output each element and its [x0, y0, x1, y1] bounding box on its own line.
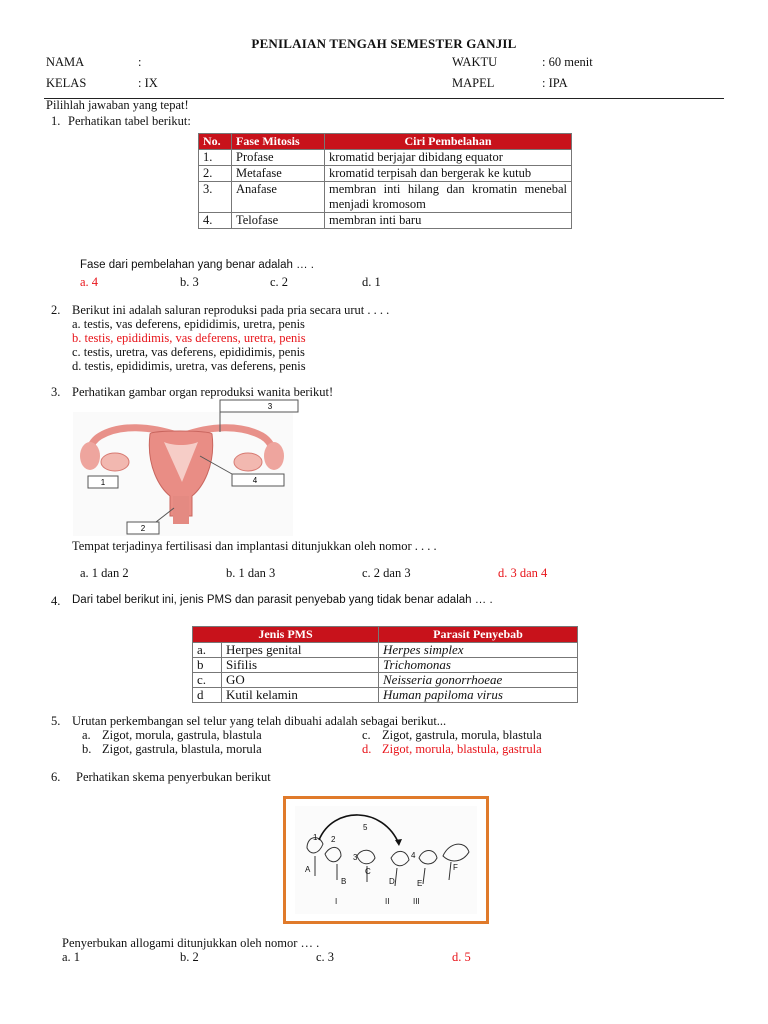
q1-option-a[interactable]: a. 4: [80, 275, 99, 289]
table-cell: Herpes genital: [222, 643, 379, 658]
diagram-label-c: C: [365, 867, 371, 876]
q6-question: Penyerbukan allogami ditunjukkan oleh nomor … .: [62, 936, 320, 950]
table-cell: kromatid terpisah dan bergerak ke kutub: [325, 166, 572, 182]
q1-option-b[interactable]: b. 3: [180, 275, 199, 289]
q3-text: Perhatikan gambar organ reproduksi wanita berikut!: [72, 385, 334, 399]
table-cell: membran inti hilang dan kromatin menebal menjadi kromosom: [325, 182, 572, 213]
table-cell: 2.: [199, 166, 232, 182]
q4-text: Dari tabel berikut ini, jenis PMS dan parasit penyebab yang tidak benar adalah … .: [72, 594, 493, 606]
q2-option-d[interactable]: d. testis, epididimis, uretra, vas deferens, penis: [72, 359, 306, 373]
q1-text: Perhatikan tabel berikut:: [68, 114, 191, 128]
q2-number: 2.: [51, 303, 61, 317]
table-cell: Telofase: [232, 213, 325, 229]
diagram-label-d: D: [389, 877, 395, 886]
table-header-row: [193, 627, 578, 643]
table-cell: Neisseria gonorrhoeae: [379, 673, 578, 688]
table-row: [199, 150, 572, 166]
table-header: Fase Mitosis: [232, 134, 325, 150]
table-header: Parasit Penyebab: [379, 627, 578, 643]
q1-option-d[interactable]: d. 1: [362, 275, 381, 289]
table-cell: Herpes simplex: [379, 643, 578, 658]
q3-number: 3.: [51, 385, 61, 399]
q6-option-d[interactable]: d. 5: [452, 950, 471, 964]
diagram-label-iii: III: [413, 897, 420, 906]
table-row: [199, 182, 572, 213]
q5-option-c-letter[interactable]: c.: [362, 728, 371, 742]
diagram-label-a: A: [305, 865, 311, 874]
diagram-label-i: I: [335, 897, 338, 906]
q3-option-a[interactable]: a. 1 dan 2: [80, 566, 129, 580]
q3-option-d[interactable]: d. 3 dan 4: [498, 566, 548, 580]
q5-option-a-letter[interactable]: a.: [82, 728, 91, 742]
q6-option-a[interactable]: a. 1: [62, 950, 81, 964]
table-cell: 1.: [199, 150, 232, 166]
table-cell: GO: [222, 673, 379, 688]
uterus-diagram: [70, 396, 302, 538]
q5-option-b-letter[interactable]: b.: [82, 742, 92, 756]
table-cell: a.: [193, 643, 222, 658]
diagram-label-3: 3: [353, 853, 358, 862]
table-cell: Sifilis: [222, 658, 379, 673]
waktu-value: : 60 menit: [542, 55, 593, 69]
q2-option-c[interactable]: c. testis, uretra, vas deferens, epididimis, penis: [72, 345, 305, 359]
q5-option-d-letter[interactable]: d.: [362, 742, 372, 756]
table-header: Jenis PMS: [193, 627, 379, 643]
diagram-label-2: 2: [331, 835, 336, 844]
diagram-label-f: F: [453, 863, 458, 872]
page-title: PENILAIAN TENGAH SEMESTER GANJIL: [251, 36, 517, 51]
table-cell: 4.: [199, 213, 232, 229]
q2-option-b[interactable]: b. testis, epididimis, vas deferens, uretra, penis: [72, 331, 306, 345]
q5-option-c[interactable]: Zigot, gastrula, morula, blastula: [382, 728, 542, 742]
table-row: [199, 166, 572, 182]
pollination-diagram: [283, 796, 489, 924]
q5-text: Urutan perkembangan sel telur yang telah dibuahi adalah sebagai berikut...: [72, 714, 447, 728]
diagram-label-1: 1: [100, 478, 106, 487]
mapel-value: : IPA: [542, 76, 568, 90]
nama-label: NAMA: [46, 55, 85, 69]
q5-number: 5.: [51, 714, 61, 728]
q1-option-c[interactable]: c. 2: [270, 275, 289, 289]
q4-number: 4.: [51, 594, 61, 608]
q3-option-c[interactable]: c. 2 dan 3: [362, 566, 411, 580]
table-cell: membran inti baru: [325, 213, 572, 229]
table-cell: Human papiloma virus: [379, 688, 578, 703]
diagram-label-5: 5: [363, 823, 368, 832]
q6-text: Perhatikan skema penyerbukan berikut: [76, 770, 271, 784]
table-header-row: [199, 134, 572, 150]
table-cell: b: [193, 658, 222, 673]
table-cell: kromatid berjajar dibidang equator: [325, 150, 572, 166]
q5-option-b[interactable]: Zigot, gastrula, blastula, morula: [102, 742, 262, 756]
table-cell: d: [193, 688, 222, 703]
diagram-label-b: B: [341, 877, 347, 886]
instruction: Pilihlah jawaban yang tepat!: [46, 98, 189, 112]
q1-question: Fase dari pembelahan yang benar adalah … .: [80, 259, 314, 271]
q6-number: 6.: [51, 770, 61, 784]
q3-option-b[interactable]: b. 1 dan 3: [226, 566, 276, 580]
mitosis-table: [198, 133, 572, 229]
table-header: No.: [199, 134, 232, 150]
diagram-label-2: 2: [140, 524, 146, 533]
q5-option-d[interactable]: Zigot, morula, blastula, gastrula: [382, 742, 542, 756]
table-header: Ciri Pembelahan: [325, 134, 572, 150]
table-cell: 3.: [199, 182, 232, 213]
table-cell: Trichomonas: [379, 658, 578, 673]
kelas-value: : IX: [138, 76, 158, 90]
q5-option-a[interactable]: Zigot, morula, gastrula, blastula: [102, 728, 262, 742]
table-cell: Profase: [232, 150, 325, 166]
diagram-label-4: 4: [411, 851, 416, 860]
waktu-label: WAKTU: [452, 55, 498, 69]
q2-text: Berikut ini adalah saluran reproduksi pada pria secara urut . . . .: [72, 303, 390, 317]
table-cell: Metafase: [232, 166, 325, 182]
q3-question: Tempat terjadinya fertilisasi dan implantasi ditunjukkan oleh nomor . . . .: [72, 539, 437, 553]
q1-number: 1.: [51, 114, 61, 128]
table-cell: c.: [193, 673, 222, 688]
q2-option-a[interactable]: a. testis, vas deferens, epididimis, uretra, penis: [72, 317, 305, 331]
kelas-label: KELAS: [46, 76, 87, 90]
diagram-label-1: 1: [313, 833, 318, 842]
diagram-label-e: E: [417, 879, 423, 888]
table-row: [193, 688, 578, 703]
diagram-label-3: 3: [267, 402, 273, 411]
table-row: [193, 658, 578, 673]
table-row: [193, 643, 578, 658]
q6-option-b[interactable]: b. 2: [180, 950, 199, 964]
mapel-label: MAPEL: [452, 76, 495, 90]
table-cell: Anafase: [232, 182, 325, 213]
nama-value: :: [138, 55, 142, 69]
table-row: [199, 213, 572, 229]
table-cell: Kutil kelamin: [222, 688, 379, 703]
table-row: [193, 673, 578, 688]
diagram-label-ii: II: [385, 897, 390, 906]
diagram-label-4: 4: [252, 476, 258, 485]
q6-option-c[interactable]: c. 3: [316, 950, 335, 964]
pms-table: [192, 626, 578, 703]
